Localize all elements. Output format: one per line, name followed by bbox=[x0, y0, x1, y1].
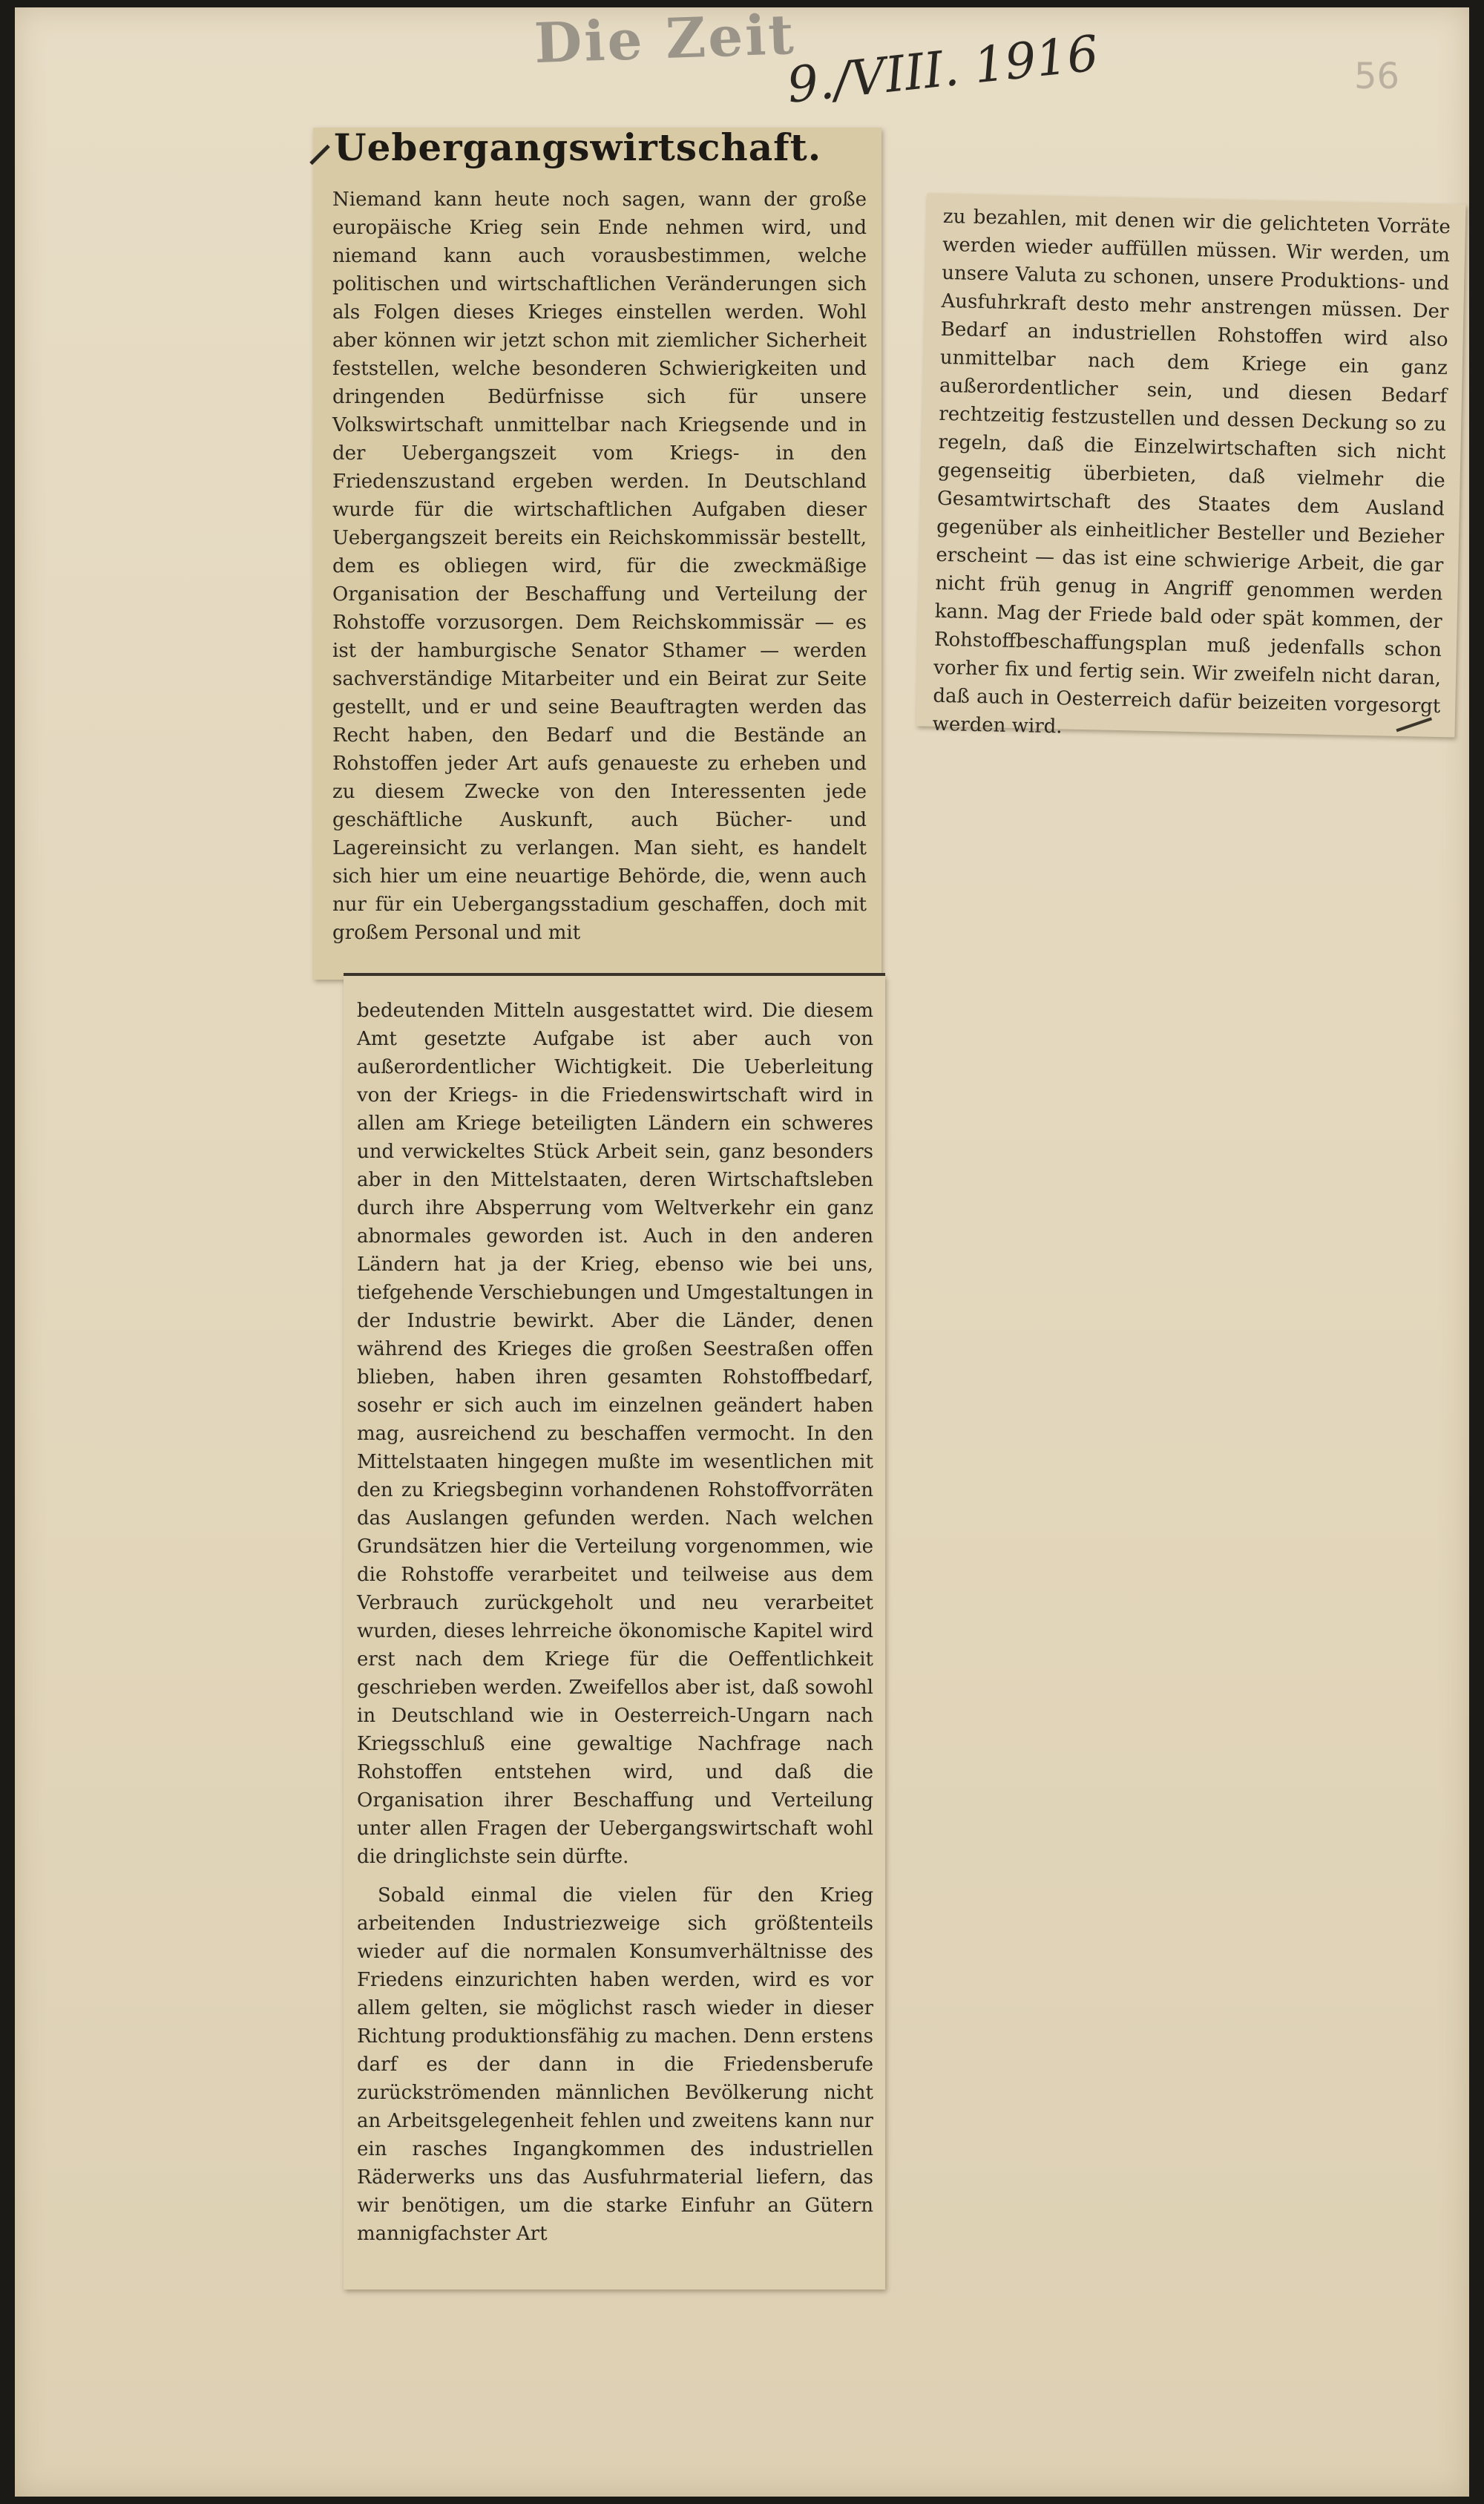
article-paragraph-3: Sobald einmal die vielen für den Krieg arbeitenden Industriezweige sich größtenteils wieder auf die normalen Konsumverhältnisse des Friedens einzurichten haben werden, wird es vor allem gelten, sie möglichst rasch wieder in dieser Richtung produktionsfähig zu machen. Denn erstens darf es der dann in die Friedensberufe zurückströmenden männlichen Bevölkerung nicht an Arbeitsgelegenheit fehlen und zweitens kann nur ein rasches Ingangkommen des industriellen Räderwerks uns das Ausfuhrmaterial liefern, das wir benötigen, um die starke Einfuhr an Gütern mannigfachster Art bbox=[357, 1884, 873, 2245]
column-divider bbox=[344, 973, 885, 976]
clipping-column-2 bbox=[344, 976, 885, 2290]
clipping-column-3 bbox=[916, 193, 1466, 737]
article-paragraph-4: zu bezahlen, mit denen wir die gelichteten Vorräte werden wieder auffüllen müssen. Wir werden, um unsere Valuta zu schonen, unsere Produktions- und Ausfuhrkraft desto mehr anstrengen müssen. Der Bedarf an industriellen Rohstoffen wird also unmittelbar nach dem Kriege ein ganz außerordentlicher sein, und diesen Bedarf rechtzeitig festzustellen und dessen Deckung so zu regeln, daß die Einzelwirtschaften sich nicht gegenseitig überbieten, daß vielmehr die Gesamtwirtschaft des Staates dem Ausland gegenüber als einheitlicher Besteller und Bezieher erscheint — das ist eine schwierige Arbeit, die gar nicht früh genug in Angriff genommen werden kann. Mag der Friede bald oder spät kommen, der Rohstoffbeschaffungsplan muß jedenfalls schon vorher fix und fertig sein. Wir zweifeln nicht daran, daß auch in Oesterreich dafür beizeiten vorgesorgt werden wird. bbox=[932, 205, 1451, 738]
article-paragraph-1: Niemand kann heute noch sagen, wann der große europäische Krieg sein Ende nehmen wird, und niemand kann auch vorausbestimmen, welche politischen und wirtschaftlichen Veränderungen sich als Folgen dieses Krieges einstellen werden. Wohl aber können wir jetzt schon mit ziemlicher Sicherheit feststellen, welche besonderen Schwierigkeiten und dringenden Bedürfnisse sich für unsere Volkswirtschaft unmittelbar nach Kriegsende und in der Uebergangszeit vom Kriegs- in den Friedenszustand ergeben werden. In Deutschland wurde für die wirtschaftlichen Aufgaben dieser Uebergangszeit bereits ein Reichskommissär bestellt, dem es obliegen wird, für die zweckmäßige Organisation der Beschaffung und Verteilung der Rohstoffe vorzusorgen. Dem Reichskommissär — es ist der hamburgische Senator Sthamer — werden sachverständige Mitarbeiter und ein Beirat zur Seite gestellt, und er und seine Beauftragten werden das Recht haben, den Bedarf und die Bestände an Rohstoffen jeder Art aufs genaueste zu erheben und zu diesem Zwecke von den Interessenten jede geschäftliche Auskunft, auch Bücher- und Lagereinsicht zu verlangen. Man sieht, es handelt sich hier um eine neuartige Behörde, die, wenn auch nur für ein Uebergangsstadium geschaffen, doch mit großem Personal und mit bbox=[332, 189, 867, 944]
archive-sheet bbox=[15, 2, 1469, 2497]
clipping-column-1 bbox=[313, 125, 881, 980]
article-paragraph-2: bedeutenden Mitteln ausgestattet wird. Die diesem Amt gesetzte Aufgabe ist aber auch von außerordentlicher Wichtigkeit. Die Ueberleitung von der Kriegs- in die Friedenswirtschaft wird in allen am Kriege beteiligten Ländern ein schweres und verwickeltes Stück Arbeit sein, ganz besonders aber in den Mittelstaaten, deren Wirtschaftsleben durch ihre Absperrung vom Weltverkehr ein ganz abnormales geworden ist. Auch in den anderen Ländern hat ja der Krieg, ebenso wie bei uns, tiefgehende Verschiebungen und Umgestaltungen in der Industrie bewirkt. Aber die Länder, denen während des Krieges die großen Seestraßen offen blieben, haben ihren gesamten Rohstoffbedarf, sosehr er sich auch im einzelnen geändert haben mag, ausreichend zu beschaffen vermocht. In den Mittelstaaten hingegen mußte im wesentlichen mit den zu Kriegsbeginn vorhandenen Rohstoffvorräten das Auslangen gefunden werden. Nach welchen Grundsätzen hier die Verteilung vorgenommen, wie die Rohstoffe verarbeitet und teilweise aus dem Verbrauch zurückgeholt und neu verarbeitet wurden, dieses lehrreiche ökonomische Kapitel wird erst nach dem Kriege für die Oeffentlichkeit geschrieben werden. Zweifellos aber ist, daß sowohl in Deutschland wie in Oesterreich-Ungarn nach Kriegsschluß eine gewaltige Nachfrage nach Rohstoffen entstehen wird, und daß die Organisation ihrer Beschaffung und Verteilung unter allen Fragen der Uebergangswirtschaft wohl die dringlichste sein dürfte. bbox=[357, 1000, 873, 1868]
pencil-mark bbox=[309, 145, 330, 165]
newspaper-masthead: Die Zeit bbox=[533, 2, 797, 76]
handwritten-date: 9./VIII. 1916 bbox=[784, 24, 1101, 114]
page-number: 56 bbox=[1354, 56, 1400, 97]
article-title: Uebergangswirtschaft. bbox=[334, 125, 822, 169]
